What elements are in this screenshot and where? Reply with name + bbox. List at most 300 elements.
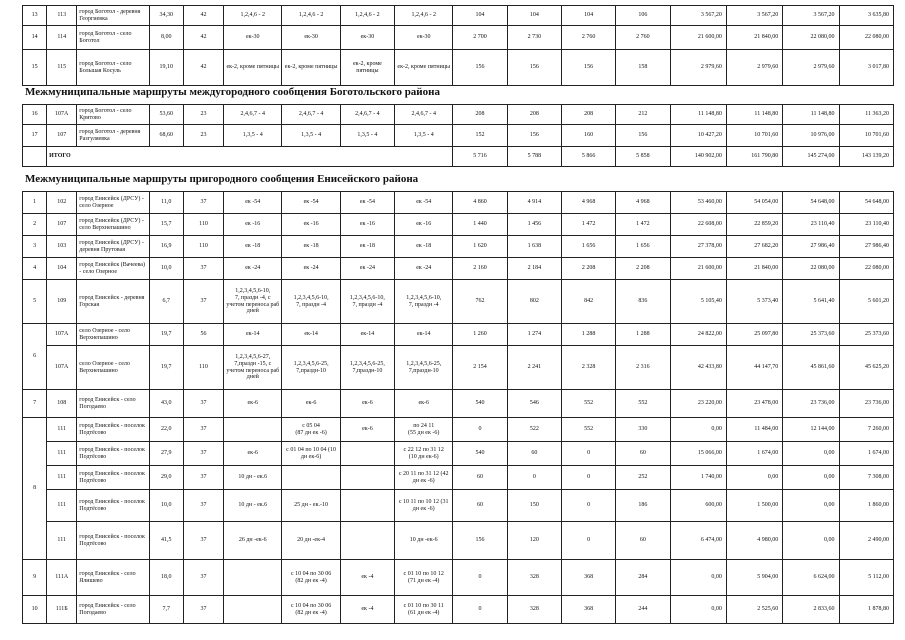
cell-d2: ек-2, кроме пятницы bbox=[282, 50, 340, 86]
cell-s1: 21 600,00 bbox=[670, 26, 726, 50]
cell-s3: 3 567,20 bbox=[783, 6, 839, 26]
cell-d2: 20 дн -ек-4 bbox=[282, 522, 340, 560]
cell-cap: 37 bbox=[183, 390, 223, 418]
cell-t2: 2 730 bbox=[507, 26, 561, 50]
cell-t3: 0 bbox=[561, 522, 615, 560]
cell-t4: 836 bbox=[616, 280, 670, 324]
cell-s2: 2 525,60 bbox=[726, 596, 782, 624]
cell-t4: 186 bbox=[616, 490, 670, 522]
cell-s3: 22 080,00 bbox=[783, 26, 839, 50]
cell-s4: 22 080,00 bbox=[839, 26, 893, 50]
cell-s1: 22 608,00 bbox=[670, 214, 726, 236]
cell-code: 103 bbox=[47, 236, 77, 258]
cell-t4: 2 208 bbox=[616, 258, 670, 280]
cell-cap: 23 bbox=[183, 125, 223, 147]
cell-t1: 208 bbox=[453, 105, 507, 125]
cell-km: 19,10 bbox=[149, 50, 183, 86]
cell-t4: 1 472 bbox=[616, 214, 670, 236]
cell-d3: ек -54 bbox=[340, 192, 394, 214]
cell-d2: 25 дн - ек.-10 bbox=[282, 490, 340, 522]
cell-s2: 0,00 bbox=[726, 466, 782, 490]
cell-d4: 1,2,4,6 - 2 bbox=[395, 6, 453, 26]
cell-km: 11,0 bbox=[149, 192, 183, 214]
total-t4: 5 858 bbox=[616, 147, 670, 167]
cell-t1: 156 bbox=[453, 50, 507, 86]
cell-t1: 152 bbox=[453, 125, 507, 147]
cell-s2: 1 500,00 bbox=[726, 490, 782, 522]
cell-s4: 3 017,80 bbox=[839, 50, 893, 86]
cell-t2: 328 bbox=[507, 596, 561, 624]
cell-km: 19,7 bbox=[149, 346, 183, 390]
row-number-cell: 16 bbox=[23, 105, 47, 125]
cell-code: 111А bbox=[47, 560, 77, 596]
row-number-cell: 1 bbox=[23, 192, 47, 214]
table-row bbox=[23, 50, 894, 86]
cell-t1: 60 bbox=[453, 466, 507, 490]
cell-t2: 1 638 bbox=[507, 236, 561, 258]
cell-route: город Енисейск - поселок Подтёсово bbox=[77, 490, 149, 522]
cell-s3: 6 624,00 bbox=[783, 560, 839, 596]
cell-km: 7,7 bbox=[149, 596, 183, 624]
row-number-cell: 7 bbox=[23, 390, 47, 418]
cell-d1 bbox=[224, 418, 282, 442]
cell-d1: ек-2, кроме пятницы bbox=[224, 50, 282, 86]
cell-t1: 1 620 bbox=[453, 236, 507, 258]
cell-d3: 1,2,3,4,5,6-10, 7, праздн -4 bbox=[340, 280, 394, 324]
cell-s4: 27 986,40 bbox=[839, 236, 893, 258]
cell-d3: ек-6 bbox=[340, 418, 394, 442]
cell-s1: 23 220,00 bbox=[670, 390, 726, 418]
total-s4: 143 139,20 bbox=[839, 147, 893, 167]
cell-s3: 5 641,40 bbox=[783, 280, 839, 324]
cell-s3: 2 833,60 bbox=[783, 596, 839, 624]
cell-t1: 2 700 bbox=[453, 26, 507, 50]
cell-d3 bbox=[340, 466, 394, 490]
total-s3: 145 274,00 bbox=[783, 147, 839, 167]
cell-d1: ек -54 bbox=[224, 192, 282, 214]
cell-d3 bbox=[340, 490, 394, 522]
total-row bbox=[23, 147, 894, 167]
row-number-cell: 4 bbox=[23, 258, 47, 280]
table-row bbox=[23, 258, 894, 280]
cell-t1: 762 bbox=[453, 280, 507, 324]
cell-t3: 368 bbox=[561, 596, 615, 624]
cell-s2: 1 674,00 bbox=[726, 442, 782, 466]
table-row bbox=[23, 596, 894, 624]
table-row bbox=[23, 324, 894, 346]
cell-t1: 0 bbox=[453, 596, 507, 624]
cell-s1: 6 474,00 bbox=[670, 522, 726, 560]
cell-t1: 540 bbox=[453, 442, 507, 466]
row-number-cell: 3 bbox=[23, 236, 47, 258]
total-empty-cell bbox=[23, 147, 47, 167]
cell-s1: 15 066,00 bbox=[670, 442, 726, 466]
cell-km: 27,9 bbox=[149, 442, 183, 466]
cell-route: город Енисейск - поселок Подтёсово bbox=[77, 522, 149, 560]
cell-route: город Енисейск (ДРСУ) - село Верхнепашино bbox=[77, 214, 149, 236]
section-title-yeniseisk-suburban: Межмуниципальные маршруты пригородного сообщения Енисейского района bbox=[25, 173, 419, 185]
table-row bbox=[23, 280, 894, 324]
cell-s4: 3 635,80 bbox=[839, 6, 893, 26]
total-t1: 5 716 bbox=[453, 147, 507, 167]
cell-s4: 23 736,00 bbox=[839, 390, 893, 418]
cell-code: 107А bbox=[47, 105, 77, 125]
cell-d2: с 10 04 по 30 06 (82 дн ек -4) bbox=[282, 560, 340, 596]
cell-s3: 45 861,60 bbox=[783, 346, 839, 390]
table-row bbox=[23, 214, 894, 236]
cell-t2: 104 bbox=[507, 6, 561, 26]
cell-s1: 5 105,40 bbox=[670, 280, 726, 324]
cell-s4: 22 080,00 bbox=[839, 258, 893, 280]
cell-d4: с 10 11 по 10 12 (31 дн ек -6) bbox=[395, 490, 453, 522]
cell-s4: 1 878,80 bbox=[839, 596, 893, 624]
cell-d4: ек -24 bbox=[395, 258, 453, 280]
cell-t2: 2 184 bbox=[507, 258, 561, 280]
cell-t3: 0 bbox=[561, 442, 615, 466]
cell-t3: 842 bbox=[561, 280, 615, 324]
cell-t2: 156 bbox=[507, 50, 561, 86]
cell-d2: 1,2,3,4,5,6-25, 7,праздн-10 bbox=[282, 346, 340, 390]
row-number-cell: 17 bbox=[23, 125, 47, 147]
cell-d3: ек-14 bbox=[340, 324, 394, 346]
cell-t4: 60 bbox=[616, 522, 670, 560]
cell-s3: 54 648,00 bbox=[783, 192, 839, 214]
table-row bbox=[23, 466, 894, 490]
total-label: ИТОГО bbox=[47, 147, 453, 167]
cell-route: город Енисейск - село Погодаево bbox=[77, 596, 149, 624]
cell-code: 111 bbox=[47, 442, 77, 466]
cell-t2: 120 bbox=[507, 522, 561, 560]
cell-s3: 0,00 bbox=[783, 522, 839, 560]
cell-t2: 60 bbox=[507, 442, 561, 466]
cell-d1: ек -24 bbox=[224, 258, 282, 280]
cell-code: 107А bbox=[47, 346, 77, 390]
cell-t2: 156 bbox=[507, 125, 561, 147]
cell-d4: с 01 10 по 30 11 (61 дн ек -4) bbox=[395, 596, 453, 624]
cell-d2: 1,3,5 - 4 bbox=[282, 125, 340, 147]
cell-d4: ек -18 bbox=[395, 236, 453, 258]
cell-d1: 10 дн - ек.6 bbox=[224, 466, 282, 490]
cell-s3: 0,00 bbox=[783, 490, 839, 522]
cell-km: 22,0 bbox=[149, 418, 183, 442]
cell-d3: ек-2, кроме пятницы bbox=[340, 50, 394, 86]
row-number-cell: 6 bbox=[23, 324, 47, 390]
cell-d2: ек-30 bbox=[282, 26, 340, 50]
cell-t3: 104 bbox=[561, 6, 615, 26]
cell-s4: 25 373,60 bbox=[839, 324, 893, 346]
cell-s1: 21 600,00 bbox=[670, 258, 726, 280]
cell-d4: с 01 10 по 10 12 (71 дн ек -4) bbox=[395, 560, 453, 596]
cell-code: 107 bbox=[47, 214, 77, 236]
total-t2: 5 788 bbox=[507, 147, 561, 167]
cell-t1: 0 bbox=[453, 560, 507, 596]
cell-d2: ек-14 bbox=[282, 324, 340, 346]
cell-code: 111 bbox=[47, 490, 77, 522]
cell-d2 bbox=[282, 466, 340, 490]
cell-code: 107 bbox=[47, 125, 77, 147]
cell-route: город Боготол - село Большая Косуль bbox=[77, 50, 149, 86]
cell-t1: 540 bbox=[453, 390, 507, 418]
table-row bbox=[23, 236, 894, 258]
cell-s3: 11 148,80 bbox=[783, 105, 839, 125]
cell-cap: 37 bbox=[183, 466, 223, 490]
row-number-cell: 8 bbox=[23, 418, 47, 560]
cell-s3: 22 080,00 bbox=[783, 258, 839, 280]
cell-d1: ек-14 bbox=[224, 324, 282, 346]
cell-t2: 522 bbox=[507, 418, 561, 442]
cell-code: 111 bbox=[47, 466, 77, 490]
cell-d1: 1,2,3,4,5,6-10, 7, праздн -4, с учетом переноса раб дней bbox=[224, 280, 282, 324]
cell-d2: с 01 04 по 10 04 (10 дн ек-6) bbox=[282, 442, 340, 466]
cell-cap: 110 bbox=[183, 214, 223, 236]
cell-t1: 2 160 bbox=[453, 258, 507, 280]
cell-s3: 0,00 bbox=[783, 442, 839, 466]
cell-t4: 1 656 bbox=[616, 236, 670, 258]
cell-s4: 1 674,00 bbox=[839, 442, 893, 466]
cell-s2: 5 373,40 bbox=[726, 280, 782, 324]
cell-km: 10,0 bbox=[149, 490, 183, 522]
cell-t1: 0 bbox=[453, 418, 507, 442]
cell-t3: 1 656 bbox=[561, 236, 615, 258]
table-row bbox=[23, 105, 894, 125]
row-number-cell: 5 bbox=[23, 280, 47, 324]
cell-s2: 4 980,00 bbox=[726, 522, 782, 560]
cell-t2: 4 914 bbox=[507, 192, 561, 214]
cell-cap: 42 bbox=[183, 6, 223, 26]
cell-d1: ек-6 bbox=[224, 442, 282, 466]
cell-km: 16,9 bbox=[149, 236, 183, 258]
row-number-cell: 2 bbox=[23, 214, 47, 236]
table-row bbox=[23, 192, 894, 214]
cell-s3: 2 979,60 bbox=[783, 50, 839, 86]
cell-d4: 2,4,6,7 - 4 bbox=[395, 105, 453, 125]
cell-s1: 11 148,80 bbox=[670, 105, 726, 125]
cell-route: город Енисейск - деревня Горская bbox=[77, 280, 149, 324]
cell-cap: 42 bbox=[183, 50, 223, 86]
cell-d4: 1,3,5 - 4 bbox=[395, 125, 453, 147]
cell-t3: 2 208 bbox=[561, 258, 615, 280]
cell-d3: ек -24 bbox=[340, 258, 394, 280]
cell-t4: 4 968 bbox=[616, 192, 670, 214]
cell-t4: 106 bbox=[616, 6, 670, 26]
cell-route: город Боготол - село Боготол bbox=[77, 26, 149, 50]
cell-d3: 2,4,6,7 - 4 bbox=[340, 105, 394, 125]
cell-code: 107А bbox=[47, 324, 77, 346]
cell-km: 41,5 bbox=[149, 522, 183, 560]
cell-s2: 54 054,00 bbox=[726, 192, 782, 214]
cell-s1: 0,00 bbox=[670, 560, 726, 596]
cell-t4: 2 316 bbox=[616, 346, 670, 390]
cell-km: 15,7 bbox=[149, 214, 183, 236]
cell-km: 34,30 bbox=[149, 6, 183, 26]
cell-t4: 156 bbox=[616, 125, 670, 147]
cell-s1: 0,00 bbox=[670, 418, 726, 442]
cell-s3: 10 976,00 bbox=[783, 125, 839, 147]
cell-t2: 1 274 bbox=[507, 324, 561, 346]
cell-s2: 44 147,70 bbox=[726, 346, 782, 390]
cell-t3: 4 968 bbox=[561, 192, 615, 214]
cell-t3: 160 bbox=[561, 125, 615, 147]
cell-s3: 12 144,00 bbox=[783, 418, 839, 442]
cell-s1: 1 740,00 bbox=[670, 466, 726, 490]
cell-cap: 37 bbox=[183, 192, 223, 214]
cell-d1: 26 дн -ек-6 bbox=[224, 522, 282, 560]
cell-d4: ек-6 bbox=[395, 390, 453, 418]
cell-d2: 1,2,3,4,5,6-10, 7, праздн -4 bbox=[282, 280, 340, 324]
cell-d3: ек-30 bbox=[340, 26, 394, 50]
cell-route: город Енисейск - село Ялишево bbox=[77, 560, 149, 596]
cell-t2: 208 bbox=[507, 105, 561, 125]
cell-d1: 1,3,5 - 4 bbox=[224, 125, 282, 147]
table-row bbox=[23, 560, 894, 596]
cell-s1: 42 433,80 bbox=[670, 346, 726, 390]
cell-cap: 37 bbox=[183, 490, 223, 522]
cell-d1: ек-6 bbox=[224, 390, 282, 418]
total-s1: 140 902,00 bbox=[670, 147, 726, 167]
cell-d2: ек -18 bbox=[282, 236, 340, 258]
cell-s3: 0,00 bbox=[783, 466, 839, 490]
row-number-cell: 14 bbox=[23, 26, 47, 50]
cell-km: 8,00 bbox=[149, 26, 183, 50]
cell-d2: ек-6 bbox=[282, 390, 340, 418]
cell-d2: 2,4,6,7 - 4 bbox=[282, 105, 340, 125]
cell-cap: 56 bbox=[183, 324, 223, 346]
cell-d4: ек -16 bbox=[395, 214, 453, 236]
cell-t3: 1 288 bbox=[561, 324, 615, 346]
cell-route: город Енисейск (ДРСУ) - деревня Прутовая bbox=[77, 236, 149, 258]
cell-s1: 10 427,20 bbox=[670, 125, 726, 147]
cell-t3: 552 bbox=[561, 390, 615, 418]
cell-s2: 11 148,80 bbox=[726, 105, 782, 125]
cell-d4: по 24 11 (55 дн ек -6) bbox=[395, 418, 453, 442]
cell-route: город Енисейск (ДРСУ) - село Озерное bbox=[77, 192, 149, 214]
cell-t1: 104 bbox=[453, 6, 507, 26]
cell-cap: 37 bbox=[183, 442, 223, 466]
cell-route: село Озерное - село Верхнепашино bbox=[77, 324, 149, 346]
table-row bbox=[23, 390, 894, 418]
table-row bbox=[23, 490, 894, 522]
cell-cap: 37 bbox=[183, 560, 223, 596]
cell-s4: 2 490,00 bbox=[839, 522, 893, 560]
cell-s1: 53 460,00 bbox=[670, 192, 726, 214]
cell-s1: 24 822,00 bbox=[670, 324, 726, 346]
cell-d1: 10 дн - ек.6 bbox=[224, 490, 282, 522]
cell-s2: 25 097,80 bbox=[726, 324, 782, 346]
cell-s2: 5 904,00 bbox=[726, 560, 782, 596]
cell-t4: 212 bbox=[616, 105, 670, 125]
cell-d1 bbox=[224, 560, 282, 596]
cell-code: 113 bbox=[47, 6, 77, 26]
cell-km: 29,0 bbox=[149, 466, 183, 490]
cell-d3: ек -4 bbox=[340, 560, 394, 596]
cell-km: 53,60 bbox=[149, 105, 183, 125]
cell-s4: 7 260,00 bbox=[839, 418, 893, 442]
cell-t1: 1 440 bbox=[453, 214, 507, 236]
cell-route: город Енисейск - поселок Подтёсово bbox=[77, 466, 149, 490]
cell-route: город Боготол - село Критово bbox=[77, 105, 149, 125]
cell-t4: 1 288 bbox=[616, 324, 670, 346]
cell-d3: ек-6 bbox=[340, 390, 394, 418]
cell-s2: 21 840,00 bbox=[726, 258, 782, 280]
cell-d1: ек-30 bbox=[224, 26, 282, 50]
cell-s2: 10 701,60 bbox=[726, 125, 782, 147]
cell-d2: с 05 04 (87 дн ек -6) bbox=[282, 418, 340, 442]
total-t3: 5 866 bbox=[561, 147, 615, 167]
cell-km: 10,0 bbox=[149, 258, 183, 280]
cell-d4: 10 дн -ек-6 bbox=[395, 522, 453, 560]
cell-t3: 2 760 bbox=[561, 26, 615, 50]
cell-t4: 330 bbox=[616, 418, 670, 442]
cell-d3: ек -16 bbox=[340, 214, 394, 236]
cell-d3 bbox=[340, 522, 394, 560]
cell-code: 111 bbox=[47, 418, 77, 442]
cell-t4: 2 760 bbox=[616, 26, 670, 50]
table-row bbox=[23, 418, 894, 442]
cell-s4: 7 308,00 bbox=[839, 466, 893, 490]
cell-code: 104 bbox=[47, 258, 77, 280]
cell-s4: 11 363,20 bbox=[839, 105, 893, 125]
cell-s1: 27 378,00 bbox=[670, 236, 726, 258]
routes-table-block-3 bbox=[22, 191, 894, 624]
cell-s4: 10 701,60 bbox=[839, 125, 893, 147]
cell-s2: 22 859,20 bbox=[726, 214, 782, 236]
cell-t4: 284 bbox=[616, 560, 670, 596]
cell-km: 18,0 bbox=[149, 560, 183, 596]
cell-cap: 110 bbox=[183, 236, 223, 258]
cell-cap: 110 bbox=[183, 346, 223, 390]
cell-t4: 552 bbox=[616, 390, 670, 418]
cell-code: 114 bbox=[47, 26, 77, 50]
cell-code: 109 bbox=[47, 280, 77, 324]
cell-s3: 23 736,00 bbox=[783, 390, 839, 418]
cell-s4: 45 625,20 bbox=[839, 346, 893, 390]
cell-d4: ек-2, кроме пятницы bbox=[395, 50, 453, 86]
cell-route: город Енисейск (Вачеева) - село Озерное bbox=[77, 258, 149, 280]
cell-km: 68,60 bbox=[149, 125, 183, 147]
cell-t3: 0 bbox=[561, 466, 615, 490]
cell-t2: 150 bbox=[507, 490, 561, 522]
cell-t3: 156 bbox=[561, 50, 615, 86]
cell-t2: 802 bbox=[507, 280, 561, 324]
cell-km: 19,7 bbox=[149, 324, 183, 346]
cell-s3: 25 373,60 bbox=[783, 324, 839, 346]
cell-t3: 1 472 bbox=[561, 214, 615, 236]
cell-d4: ек-14 bbox=[395, 324, 453, 346]
cell-d2: ек -16 bbox=[282, 214, 340, 236]
cell-s4: 54 648,00 bbox=[839, 192, 893, 214]
cell-t3: 552 bbox=[561, 418, 615, 442]
cell-km: 6,7 bbox=[149, 280, 183, 324]
cell-t3: 208 bbox=[561, 105, 615, 125]
cell-s2: 11 484,00 bbox=[726, 418, 782, 442]
section-title-bogotol-intercity: Межмуниципальные маршруты междугородного сообщения Боготольского района bbox=[25, 86, 440, 98]
cell-s4: 5 601,20 bbox=[839, 280, 893, 324]
cell-s4: 1 860,00 bbox=[839, 490, 893, 522]
cell-s3: 23 110,40 bbox=[783, 214, 839, 236]
cell-cap: 37 bbox=[183, 258, 223, 280]
cell-cap: 37 bbox=[183, 418, 223, 442]
cell-cap: 42 bbox=[183, 26, 223, 50]
cell-route: село Озерное - село Верхнепашино bbox=[77, 346, 149, 390]
cell-t2: 2 241 bbox=[507, 346, 561, 390]
cell-code: 111 bbox=[47, 522, 77, 560]
cell-s4: 5 112,00 bbox=[839, 560, 893, 596]
row-number-cell: 13 bbox=[23, 6, 47, 26]
cell-s1: 3 567,20 bbox=[670, 6, 726, 26]
cell-route: город Боготол - деревня Разгуляевка bbox=[77, 125, 149, 147]
cell-route: город Енисейск - поселок Подтёсово bbox=[77, 418, 149, 442]
cell-s3: 27 986,40 bbox=[783, 236, 839, 258]
